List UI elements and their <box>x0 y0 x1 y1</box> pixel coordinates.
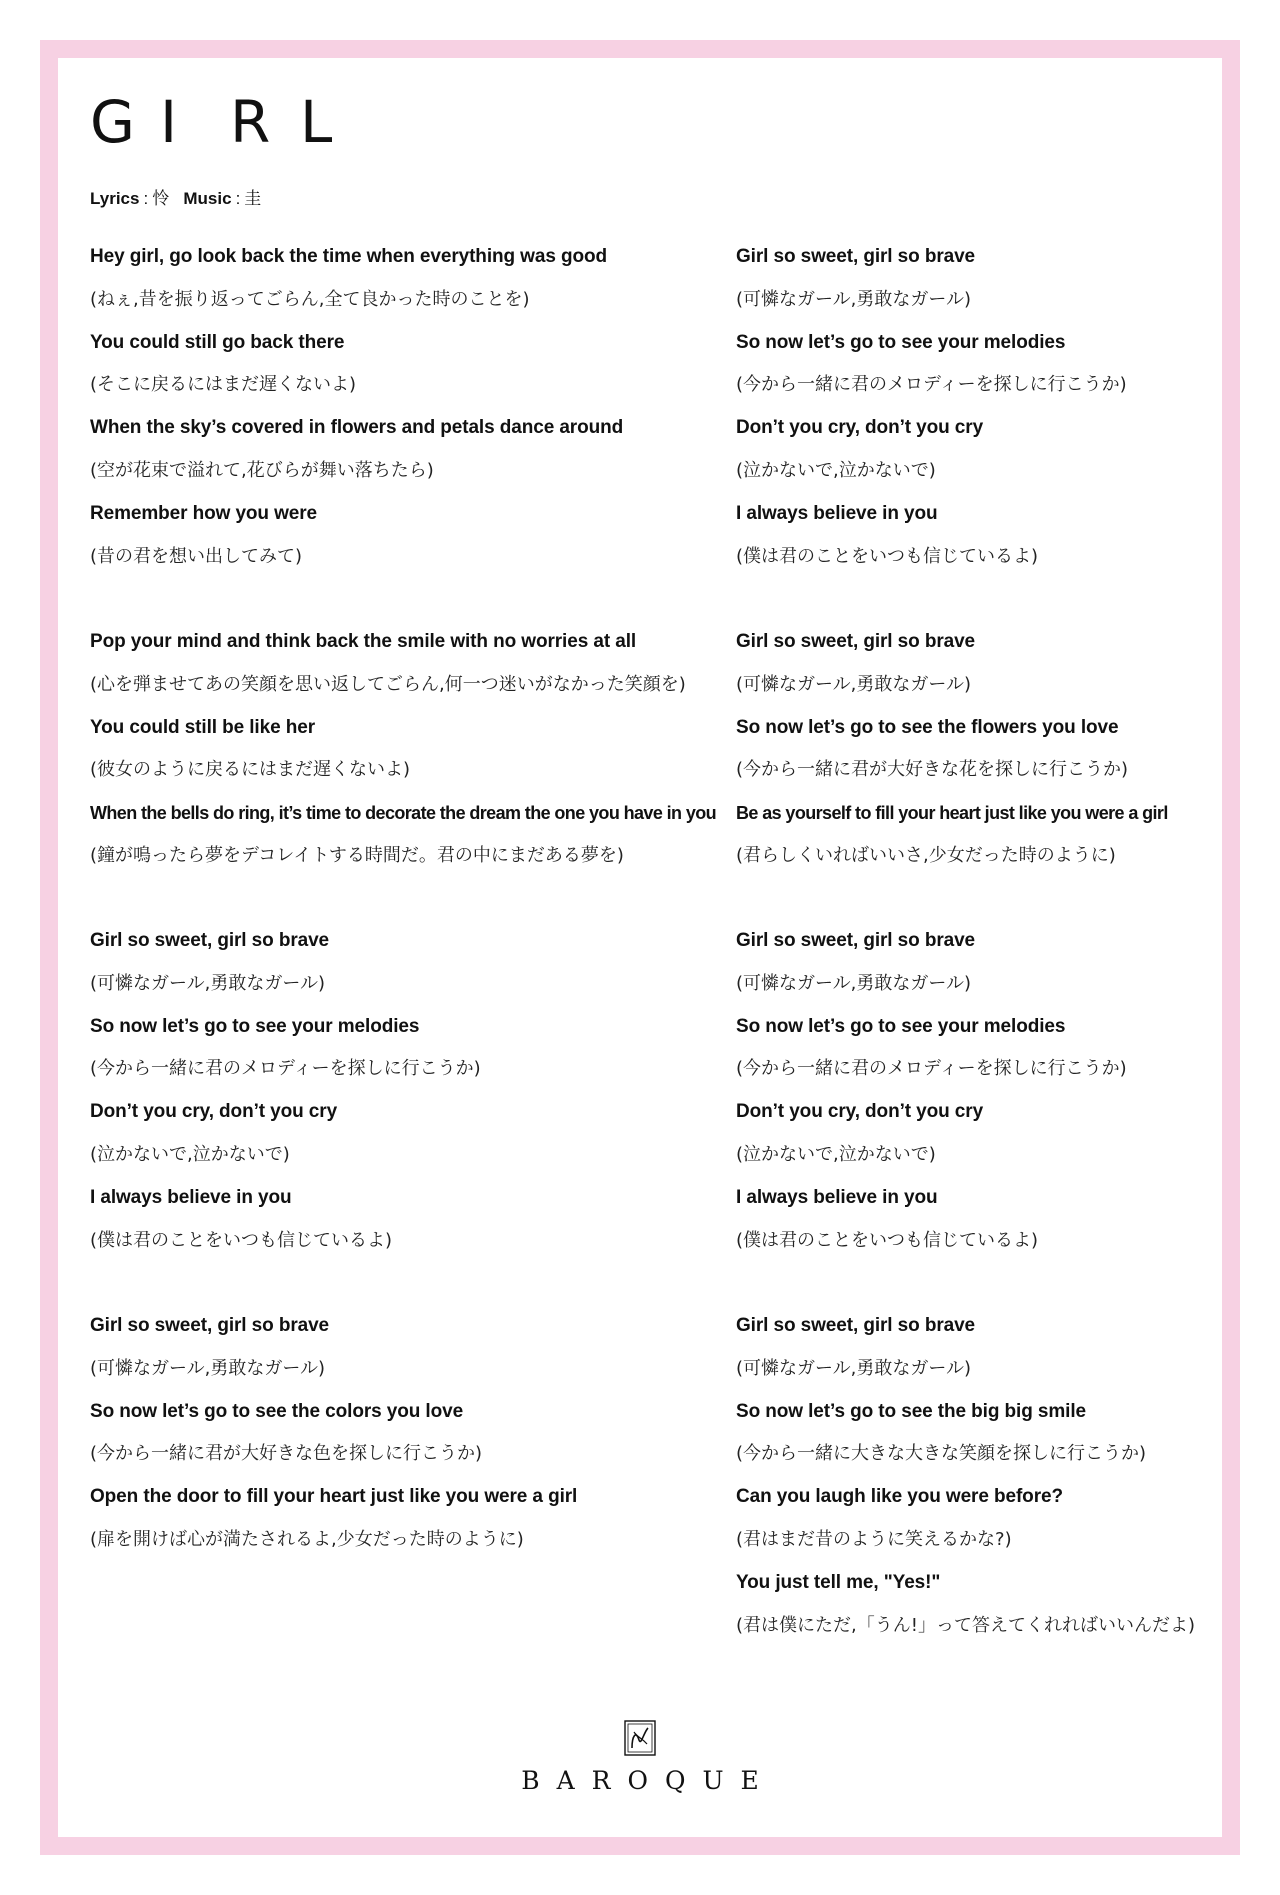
right-stanza-2 <box>736 621 1280 878</box>
title-letter: R <box>230 88 271 156</box>
translation-line: (そこに戻るにはまだ遅くないよ) <box>90 374 357 396</box>
translation-line: (今から一緒に君が大好きな花を探しに行こうか) <box>736 759 1129 781</box>
lyric-line: Girl so sweet, girl so brave <box>736 246 976 267</box>
lyric-line: When the bells do ring, it’s time to decorate the dream the one you have in you <box>90 803 717 824</box>
lyrics-label: Lyrics <box>90 189 140 208</box>
title-letter: L <box>300 88 333 156</box>
lyric-line: Don’t you cry, don’t you cry <box>90 1101 338 1123</box>
lyric-line: Girl so sweet, girl so brave <box>736 1315 976 1336</box>
translation-line: (泣かないで,泣かないで) <box>736 1143 936 1165</box>
translation-line: (心を弾ませてあの笑顔を思い返してごらん,何一つ迷いがなかった笑顔を) <box>90 673 686 695</box>
lyric-line: Don’t you cry, don’t you cry <box>736 417 984 439</box>
translation-line: (扉を開けば心が満たされるよ,少女だった時のように) <box>90 1528 524 1550</box>
lyric-line: I always believe in you <box>736 502 938 524</box>
footer-logo <box>0 1718 1280 1795</box>
left-stanza-4 <box>90 1305 730 1562</box>
lyric-line: Be as yourself to fill your heart just like you were a girl <box>736 803 1168 824</box>
lyric-line: So now let’s go to see your melodies <box>736 331 1066 353</box>
left-stanza-2 <box>90 621 730 878</box>
title-letter: I <box>160 88 178 156</box>
lyric-line: Remember how you were <box>90 502 318 524</box>
translation-line: (今から一緒に君のメロディーを探しに行こうか) <box>736 374 1127 396</box>
lyric-line: Pop your mind and think back the smile with no worries at all <box>90 631 637 652</box>
lyric-line: Open the door to fill your heart just like you were a girl <box>90 1486 578 1508</box>
translation-line: (君らしくいればいいさ,少女だった時のように) <box>736 844 1116 866</box>
translation-line: (今から一緒に君のメロディーを探しに行こうか) <box>736 1058 1127 1080</box>
title-letter: G <box>90 88 135 156</box>
credits <box>90 184 261 209</box>
baroque-logo-text: BAROQUE <box>521 1766 776 1795</box>
lyric-line: So now let’s go to see the colors you love <box>90 1400 464 1422</box>
translation-line: (鐘が鳴ったら夢をデコレイトする時間だ。君の中にまだある夢を) <box>90 844 624 866</box>
translation-line: (可憐なガール,勇敢なガール) <box>736 288 972 310</box>
translation-line: (君はまだ昔のように笑えるかな?) <box>736 1528 1012 1550</box>
lyric-line: Hey girl, go look back the time when everything was good <box>90 246 608 267</box>
lyric-line: Girl so sweet, girl so brave <box>736 930 976 951</box>
lyric-line: I always believe in you <box>90 1186 292 1208</box>
translation-line: (泣かないで,泣かないで) <box>90 1143 290 1165</box>
lyric-line: So now let’s go to see the big big smile <box>736 1400 1087 1422</box>
translation-line: (彼女のように戻るにはまだ遅くないよ) <box>90 759 411 781</box>
lyric-line: You could still be like her <box>90 716 315 738</box>
translation-line: (可憐なガール,勇敢なガール) <box>736 972 972 994</box>
translation-line: (今から一緒に君のメロディーを探しに行こうか) <box>90 1058 481 1080</box>
lyrics-separator: : <box>143 189 149 208</box>
lyric-line: Girl so sweet, girl so brave <box>90 1315 330 1336</box>
lyric-line: Don’t you cry, don’t you cry <box>736 1101 984 1123</box>
right-stanza-3 <box>736 920 1280 1262</box>
translation-line: (ねぇ,昔を振り返ってごらん,全て良かった時のことを) <box>90 288 530 310</box>
translation-line: (君は僕にただ,「うん!」って答えてくれればいいんだよ) <box>736 1614 1195 1636</box>
left-stanza-3 <box>90 920 730 1262</box>
translation-line: (可憐なガール,勇敢なガール) <box>736 1357 972 1379</box>
translation-line: (泣かないで,泣かないで) <box>736 459 936 481</box>
lyric-line: When the sky’s covered in flowers and petals dance around <box>90 417 624 439</box>
translation-line: (昔の君を想い出してみて) <box>90 545 303 567</box>
translation-line: (僕は君のことをいつも信じているよ) <box>736 1229 1039 1251</box>
lyric-line: Girl so sweet, girl so brave <box>90 930 330 951</box>
translation-line: (空が花束で溢れて,花びらが舞い落ちたら) <box>90 459 434 481</box>
lyric-line: I always believe in you <box>736 1186 938 1208</box>
baroque-emblem-icon <box>622 1718 658 1758</box>
translation-line: (可憐なガール,勇敢なガール) <box>90 1357 326 1379</box>
translation-line: (可憐なガール,勇敢なガール) <box>736 673 972 695</box>
translation-line: (可憐なガール,勇敢なガール) <box>90 972 326 994</box>
song-title <box>90 88 370 156</box>
lyric-line: Can you laugh like you were before? <box>736 1486 1063 1508</box>
lyric-line: So now let’s go to see your melodies <box>90 1015 420 1037</box>
right-stanza-4 <box>736 1305 1280 1647</box>
lyric-line: Girl so sweet, girl so brave <box>736 631 976 652</box>
translation-line: (今から一緒に君が大好きな色を探しに行こうか) <box>90 1443 483 1465</box>
lyricist-name: 怜 <box>152 189 170 208</box>
lyric-line: So now let’s go to see the flowers you love <box>736 716 1119 738</box>
right-stanza-1 <box>736 236 1280 578</box>
music-label: Music <box>183 189 232 208</box>
translation-line: (僕は君のことをいつも信じているよ) <box>90 1229 393 1251</box>
left-stanza-1 <box>90 236 730 578</box>
lyric-line: So now let’s go to see your melodies <box>736 1015 1066 1037</box>
lyric-line: You just tell me, "Yes!" <box>736 1571 941 1593</box>
composer-name: 圭 <box>244 189 262 208</box>
music-separator: : <box>235 189 241 208</box>
lyric-line: You could still go back there <box>90 331 345 353</box>
translation-line: (今から一緒に大きな大きな笑顔を探しに行こうか) <box>736 1443 1147 1465</box>
translation-line: (僕は君のことをいつも信じているよ) <box>736 545 1039 567</box>
